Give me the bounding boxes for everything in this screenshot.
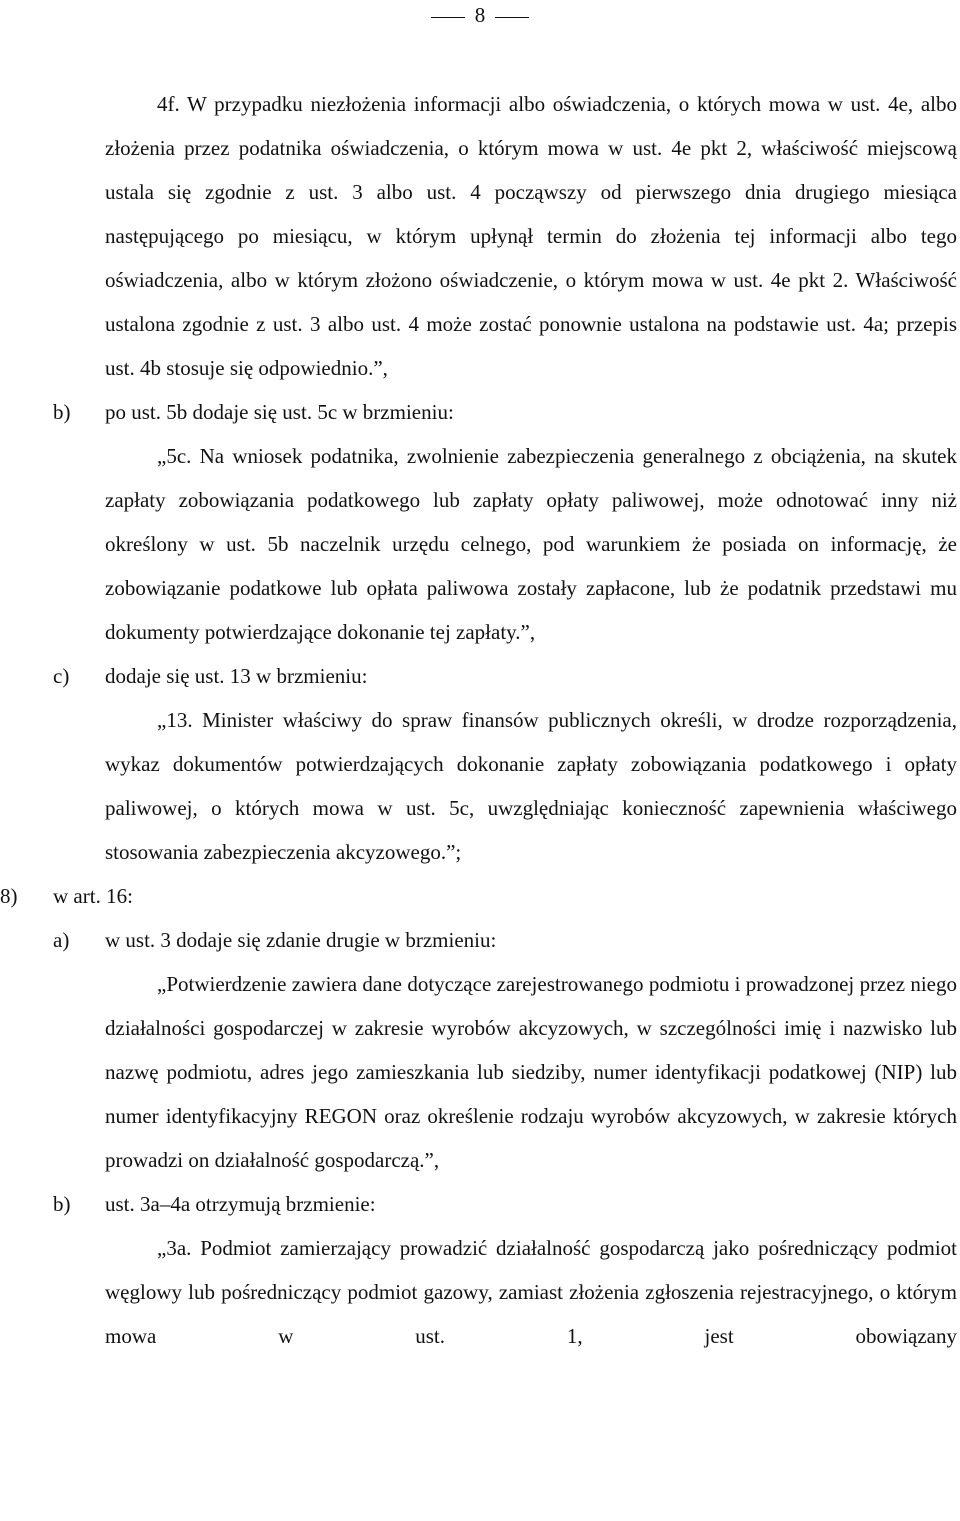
- paragraph-13: „13. Minister właściwy do spraw finansów publicznych określi, w drodze rozporządzenia, wykaz dokumentów potwierdzających dokonanie zapłaty zobowiązania podatkowego i opłaty paliwowej, o których mowa w ust. 5c, uwzględniając konieczność zapewnienia właściwego stosowania zabezpieczenia akcyzowego.”;: [105, 708, 957, 864]
- list-item-label: b): [53, 1192, 71, 1216]
- list-item-label: c): [53, 664, 70, 688]
- list-item-b: [0, 390, 960, 434]
- paragraph-potwierdzenie: „Potwierdzenie zawiera dane dotyczące zarejestrowanego podmiotu i prowadzonej przez niego działalności gospodarczej w zakresie wyrobów akcyzowych, w szczególności imię i nazwisko lub nazwę podmiotu, adres jego zamieszkania lub siedziby, numer identyfikacji podatkowej (NIP) lub numer identyfikacyjny REGON oraz określenie rodzaju wyrobów akcyzowych, w zakresie których prowadzi on działalność gospodarczą.”,: [105, 972, 957, 1172]
- document-body: [0, 82, 960, 1358]
- list-item-a: [0, 918, 960, 962]
- paragraph-3a: „3a. Podmiot zamierzający prowadzić działalność gospodarczą jako pośredniczący podmiot węglowy lub pośredniczący podmiot gazowy, zamiast złożenia zgłoszenia rejestracyjnego, o którym mowa w ust. 1, jest obowiązany: [105, 1236, 957, 1348]
- paragraph-5c: „5c. Na wniosek podatnika, zwolnienie zabezpieczenia generalnego z obciążenia, na skutek zapłaty zobowiązania podatkowego lub zapłaty opłaty paliwowej, może odnotować inny niż określony w ust. 5b naczelnik urzędu celnego, pod warunkiem że posiada on informację, że zobowiązanie podatkowe lub opłata paliwowa zostały zapłacone, lub że podatnik przedstawi mu dokumenty potwierdzające dokonanie tej zapłaty.”,: [105, 444, 957, 644]
- page-number: [0, 0, 960, 30]
- point-8: [0, 874, 960, 918]
- list-item-text: ust. 3a–4a otrzymują brzmienie:: [105, 1192, 376, 1216]
- list-item-text: po ust. 5b dodaje się ust. 5c w brzmieniu:: [105, 400, 454, 424]
- list-item-text: dodaje się ust. 13 w brzmieniu:: [105, 664, 368, 688]
- list-item-label: a): [53, 928, 70, 952]
- list-item-label: b): [53, 400, 71, 424]
- point-label: 8): [0, 884, 18, 908]
- point-text: w art. 16:: [53, 884, 133, 908]
- list-item-text: w ust. 3 dodaje się zdanie drugie w brzmieniu:: [105, 928, 497, 952]
- list-item-c: [0, 654, 960, 698]
- page-number-dash-left: [431, 17, 465, 18]
- list-item-b-2: [0, 1182, 960, 1226]
- paragraph-4f: 4f. W przypadku niezłożenia informacji albo oświadczenia, o których mowa w ust. 4e, albo złożenia przez podatnika oświadczenia, o którym mowa w ust. 4e pkt 2, właściwość miejscową ustala się zgodnie z ust. 3 albo ust. 4 począwszy od pierwszego dnia drugiego miesiąca następującego po miesiącu, w którym upłynął termin do złożenia tej informacji albo tego oświadczenia, albo w którym złożono oświadczenie, o którym mowa w ust. 4e pkt 2. Właściwość ustalona zgodnie z ust. 3 albo ust. 4 może zostać ponownie ustalona na podstawie ust. 4a; przepis ust. 4b stosuje się odpowiednio.”,: [105, 92, 957, 380]
- page-number-dash-right: [495, 17, 529, 18]
- page-number-value: 8: [474, 3, 486, 27]
